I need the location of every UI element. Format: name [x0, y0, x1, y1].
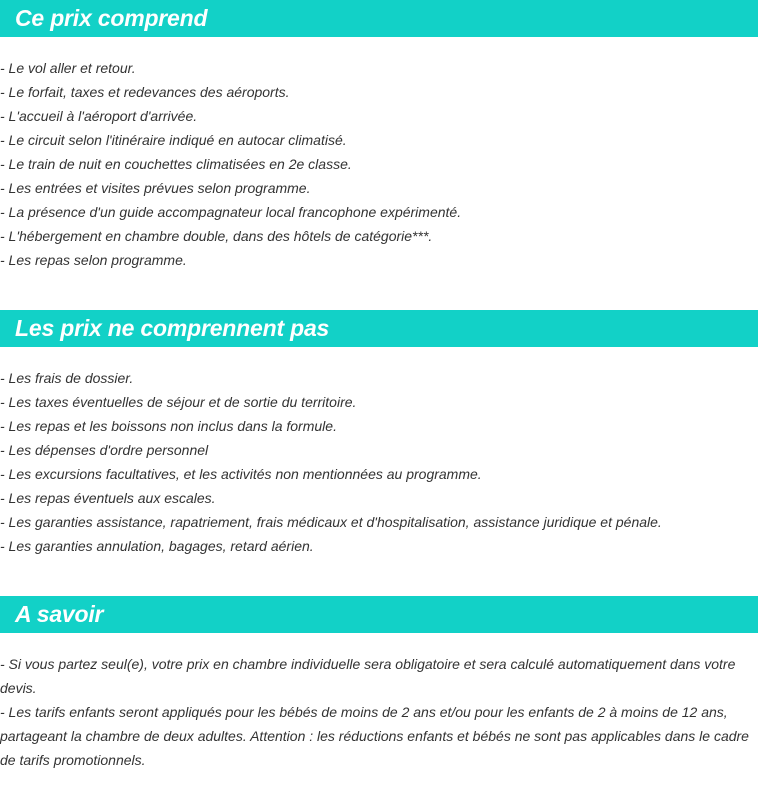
list-item: - Les repas et les boissons non inclus dans la formule. — [0, 418, 337, 434]
included-list — [0, 37, 758, 272]
section-header-not-included — [0, 310, 758, 347]
list-item: - Les repas selon programme. — [0, 252, 187, 268]
section-title: Les prix ne comprennent pas — [15, 315, 330, 341]
section-title: Ce prix comprend — [15, 5, 208, 31]
list-item: - Les taxes éventuelles de séjour et de sortie du territoire. — [0, 394, 357, 410]
list-item: - Le circuit selon l'itinéraire indiqué en autocar climatisé. — [0, 132, 347, 148]
good-to-know-list — [0, 633, 758, 772]
list-item: - Les dépenses d'ordre personnel — [0, 442, 209, 458]
list-item: - Les entrées et visites prévues selon programme. — [0, 180, 311, 196]
list-item: - Le forfait, taxes et redevances des aéroports. — [0, 84, 290, 100]
list-item: - Si vous partez seul(e), votre prix en chambre individuelle sera obligatoire et sera calculé automatiquement dans votre devis. — [0, 656, 736, 696]
list-item: - Les repas éventuels aux escales. — [0, 490, 216, 506]
section-header-included — [0, 0, 758, 37]
list-item: - Les garanties assistance, rapatriement, frais médicaux et d'hospitalisation, assistance juridique et pénale. — [0, 514, 662, 530]
not-included-list — [0, 347, 758, 558]
list-item: - Le vol aller et retour. — [0, 60, 136, 76]
list-item: - L'hébergement en chambre double, dans des hôtels de catégorie***. — [0, 228, 433, 244]
section-title: A savoir — [15, 601, 104, 627]
list-item: - Les tarifs enfants seront appliqués pour les bébés de moins de 2 ans et/ou pour les enfants de 2 à moins de 12 ans, partageant la chambre de deux adultes. Attention : les réductions enfants et bébés ne sont pas applicables dans le cadre de tarifs promotionnels. — [0, 704, 749, 768]
section-good-to-know — [0, 596, 758, 772]
list-item: - Les excursions facultatives, et les activités non mentionnées au programme. — [0, 466, 482, 482]
list-item: - L'accueil à l'aéroport d'arrivée. — [0, 108, 198, 124]
list-item: - Les frais de dossier. — [0, 370, 134, 386]
list-item: - La présence d'un guide accompagnateur local francophone expérimenté. — [0, 204, 462, 220]
section-header-good-to-know — [0, 596, 758, 633]
list-item: - Le train de nuit en couchettes climatisées en 2e classe. — [0, 156, 352, 172]
list-item: - Les garanties annulation, bagages, retard aérien. — [0, 538, 314, 554]
section-included — [0, 0, 758, 272]
section-not-included — [0, 310, 758, 558]
